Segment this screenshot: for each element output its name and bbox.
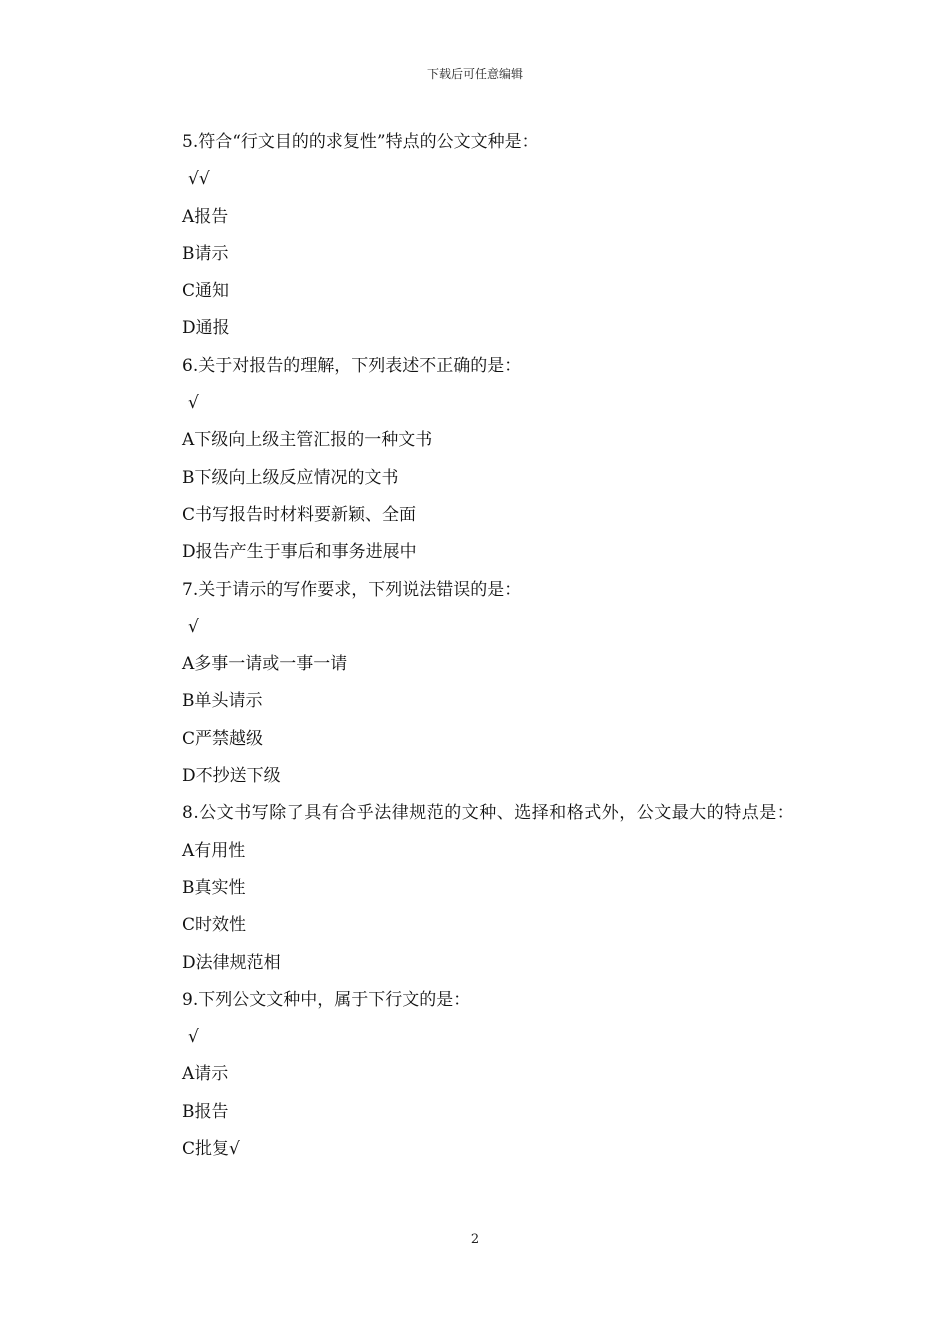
question-5-stem: 5.符合“行文目的的求复性”特点的公文文种是： — [182, 132, 539, 152]
question-7-option-c: C严禁越级 — [182, 728, 264, 749]
question-8-option-b: B真实性 — [182, 877, 246, 898]
question-6-stem: 6.关于对报告的理解，下列表述不正确的是： — [182, 355, 522, 376]
question-5-mark: √√ — [188, 169, 210, 190]
question-7-option-a: A多事一请或一事一请 — [182, 654, 348, 675]
question-9-option-c: C批复√ — [182, 1139, 240, 1160]
question-9-option-a: A请示 — [182, 1064, 229, 1085]
question-5-option-c: C通知 — [182, 281, 230, 302]
question-9-option-b: B报告 — [182, 1101, 229, 1122]
question-6-option-d: D报告产生于事后和事务进展中 — [182, 542, 417, 563]
page-header: 下载后可任意编辑 — [426, 67, 523, 81]
question-5-option-b: B请示 — [182, 243, 229, 264]
question-8-option-a: A有用性 — [182, 840, 246, 861]
question-6-mark: √ — [188, 393, 199, 414]
question-6-option-c: C书写报告时材料要新颖、全面 — [182, 504, 417, 525]
page-number: 2 — [470, 1232, 480, 1247]
question-7-option-b: B单头请示 — [182, 691, 263, 712]
question-7-mark: √ — [188, 616, 199, 637]
document-body — [144, 124, 809, 1168]
question-8-stem: 8.公文书写除了具有合乎法律规范的文种、选择和格式外，公文最大的特点是： — [182, 803, 795, 824]
question-8-option-d: D法律规范相 — [182, 952, 281, 973]
question-7-option-d: D不抄送下级 — [182, 766, 281, 787]
question-9-mark: √ — [188, 1027, 199, 1048]
question-5-option-d: D通报 — [182, 318, 230, 339]
question-5-option-a: A报告 — [182, 206, 229, 227]
question-6-option-b: B下级向上级反应情况的文书 — [182, 467, 399, 488]
question-8-option-c: C时效性 — [182, 915, 247, 936]
question-9-stem: 9.下列公文文种中，属于下行文的是： — [182, 989, 471, 1010]
question-6-option-a: A下级向上级主管汇报的一种文书 — [182, 430, 433, 451]
question-7-stem: 7.关于请示的写作要求，下列说法错误的是： — [182, 579, 522, 600]
